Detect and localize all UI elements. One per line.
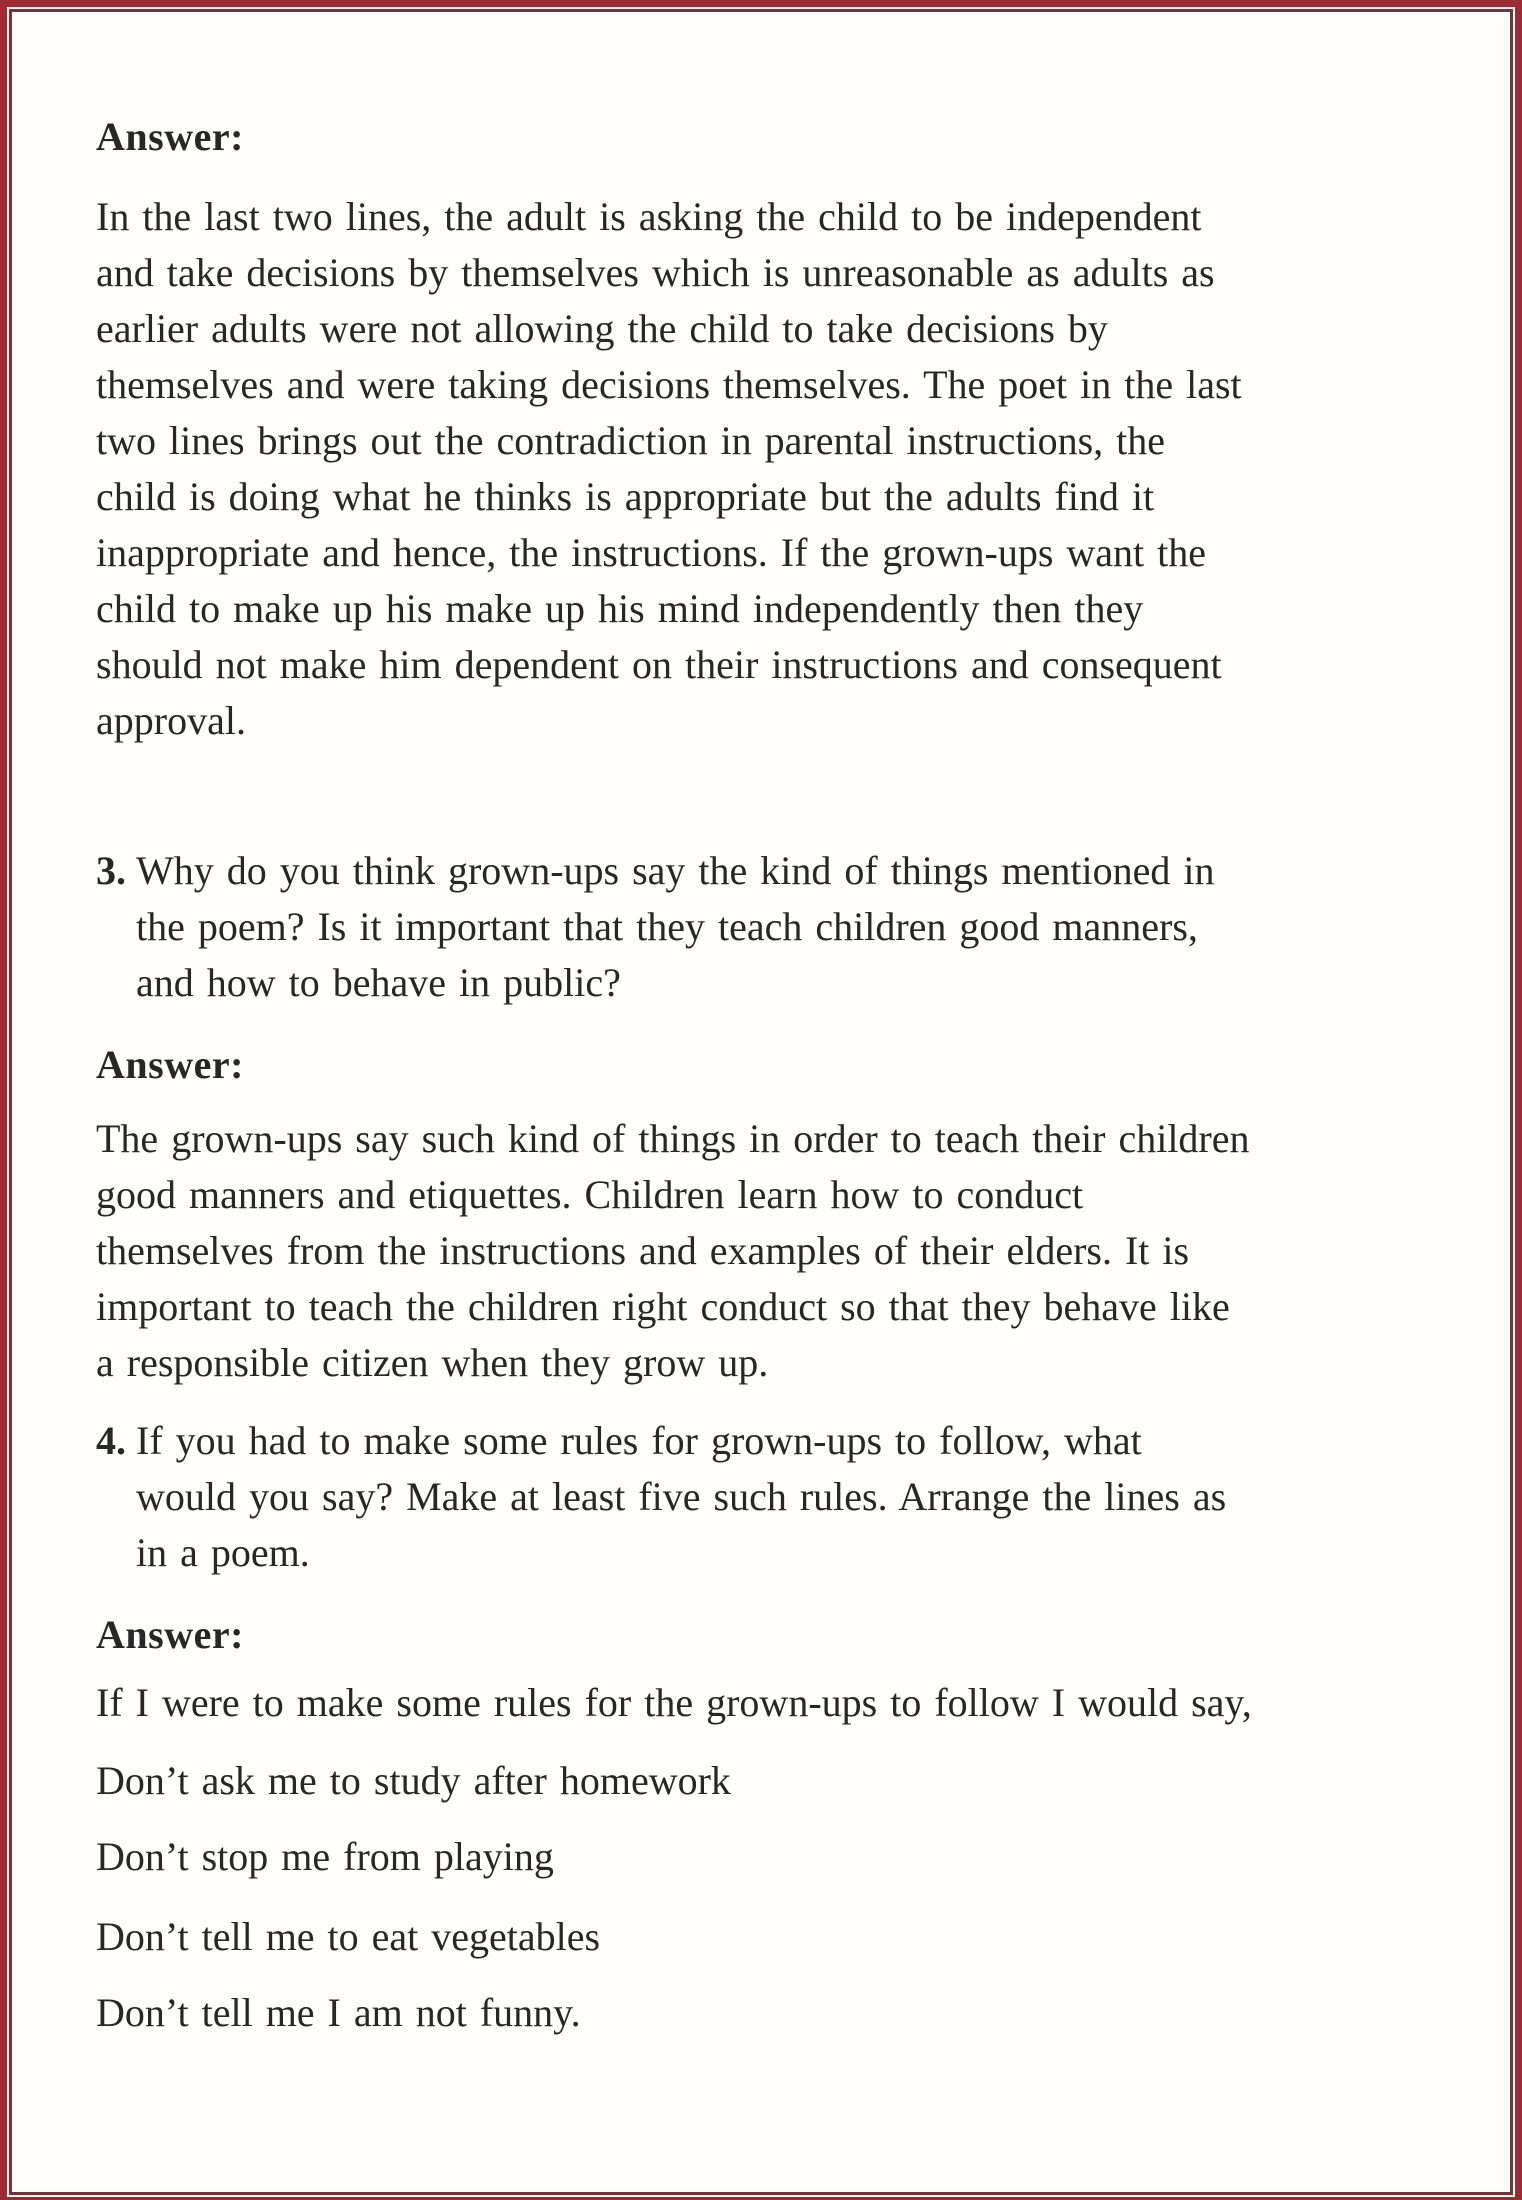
paragraph-line: If I were to make some rules for the grown-ups to follow I would say, — [96, 1680, 1252, 1725]
answer-paragraph — [96, 189, 1370, 749]
paragraph-line: The grown-ups say such kind of things in order to teach their children — [96, 1116, 1250, 1161]
answer-heading: Answer: — [96, 1042, 244, 1087]
answer-paragraph — [96, 1675, 1370, 1731]
paragraph-line: important to teach the children right conduct so that they behave like — [96, 1284, 1230, 1329]
paragraph-line: good manners and etiquettes. Children learn how to conduct — [96, 1172, 1084, 1217]
paragraph-line: a responsible citizen when they grow up. — [96, 1340, 769, 1385]
answer-paragraph — [96, 1753, 1370, 1809]
document-page — [12, 12, 1510, 2192]
paragraph-line: two lines brings out the contradiction in parental instructions, the — [96, 418, 1166, 463]
paragraph-line: Don’t stop me from playing — [96, 1834, 554, 1879]
paragraph-line: earlier adults were not allowing the child to take decisions by — [96, 306, 1108, 351]
question-number: 4. — [96, 1418, 126, 1463]
paragraph-line: child to make up his make up his mind independently then they — [96, 586, 1144, 631]
paragraph-line: approval. — [96, 698, 246, 743]
paragraph-line: should not make him dependent on their instructions and consequent — [96, 642, 1222, 687]
answer-paragraph — [96, 1985, 1370, 2041]
paragraph-line: In the last two lines, the adult is asking the child to be independent — [96, 194, 1202, 239]
question-line: in a poem. — [136, 1530, 310, 1575]
question-number: 3. — [96, 848, 126, 893]
answer-paragraph — [96, 1829, 1370, 1885]
question-line: Why do you think grown-ups say the kind of things mentioned in — [136, 848, 1215, 893]
question-line: and how to behave in public? — [136, 960, 621, 1005]
paragraph-line: themselves and were taking decisions themselves. The poet in the last — [96, 362, 1242, 407]
paragraph-line: Don’t ask me to study after homework — [96, 1758, 731, 1803]
page-border-frame — [9, 9, 1513, 2195]
answer-paragraph — [96, 1909, 1370, 1965]
question-block — [96, 1413, 1370, 1581]
answer-paragraph — [96, 1111, 1370, 1391]
question-line: would you say? Make at least five such rules. Arrange the lines as — [136, 1474, 1227, 1519]
paragraph-line: themselves from the instructions and examples of their elders. It is — [96, 1228, 1190, 1273]
paragraph-line: child is doing what he thinks is appropriate but the adults find it — [96, 474, 1155, 519]
paragraph-line: inappropriate and hence, the instructions. If the grown-ups want the — [96, 530, 1207, 575]
question-line: If you had to make some rules for grown-ups to follow, what — [136, 1418, 1142, 1463]
question-block — [96, 843, 1370, 1011]
question-line: the poem? Is it important that they teach children good manners, — [136, 904, 1198, 949]
paragraph-line: Don’t tell me to eat vegetables — [96, 1914, 601, 1959]
answer-heading: Answer: — [96, 114, 244, 159]
paragraph-line: Don’t tell me I am not funny. — [96, 1990, 581, 2035]
paragraph-line: and take decisions by themselves which is unreasonable as adults as — [96, 250, 1215, 295]
answer-heading: Answer: — [96, 1612, 244, 1657]
